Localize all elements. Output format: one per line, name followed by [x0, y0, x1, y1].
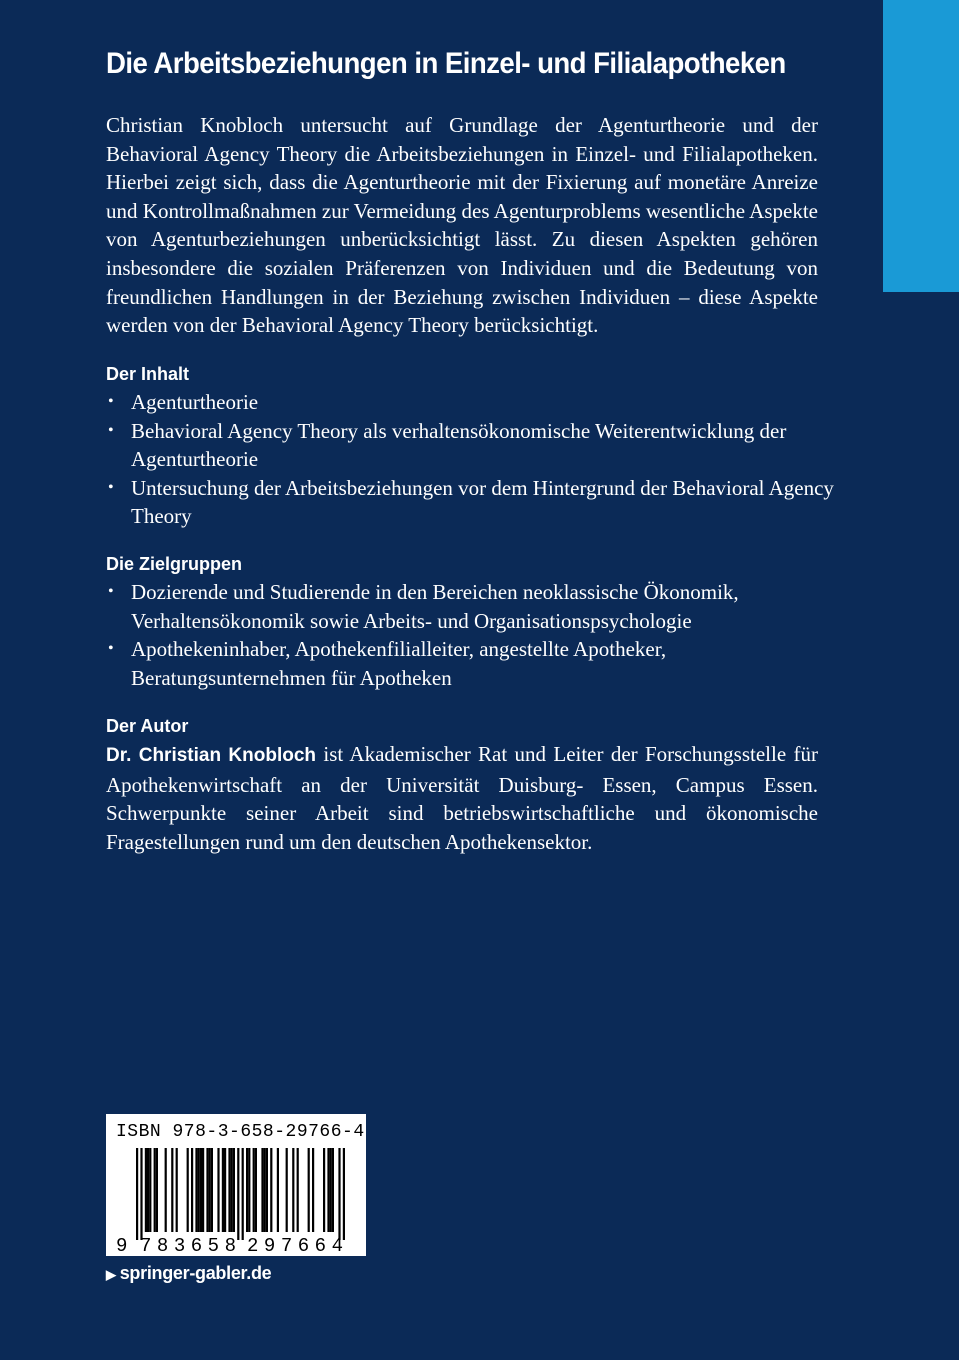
isbn-label: ISBN 978-3-658-29766-4 [116, 1122, 365, 1142]
barcode-bar [292, 1148, 294, 1232]
barcode-bar [248, 1148, 250, 1232]
section-zielgruppen [106, 550, 846, 692]
inhalt-list [106, 388, 846, 531]
barcode-bar [338, 1148, 340, 1240]
barcode-bar [187, 1148, 189, 1232]
list-item [106, 388, 846, 417]
barcode-right-digits: 297664 [247, 1235, 343, 1256]
barcode-bar [297, 1148, 299, 1232]
barcode-bar [191, 1148, 193, 1232]
barcode-bar [206, 1148, 208, 1232]
barcode-bar [308, 1148, 310, 1232]
list-item-text: Behavioral Agency Theory als verhaltensökonomische Weiterentwicklung der Agenturtheorie [131, 418, 787, 472]
barcode-bar [228, 1148, 230, 1232]
barcode-bar [136, 1148, 138, 1240]
barcode-bar [202, 1148, 204, 1232]
bullet-icon: • [108, 393, 114, 410]
triangle-right-icon: ▶ [106, 1267, 116, 1282]
barcode-bar [312, 1148, 314, 1232]
publisher-url: springer-gabler.de [119, 1263, 272, 1283]
list-item-text: Untersuchung der Arbeitsbeziehungen vor dem Hintergrund der Behavioral Agency Theory [131, 475, 834, 529]
author-name: Dr. Christian Knobloch [106, 745, 317, 766]
barcode-bar [233, 1148, 235, 1232]
barcode-bars [136, 1148, 345, 1240]
barcode-bar [145, 1148, 147, 1232]
section-heading-inhalt: Der Inhalt [106, 364, 190, 384]
barcode-bar [171, 1148, 173, 1232]
barcode-bar [156, 1148, 158, 1232]
bullet-icon: • [108, 583, 114, 600]
barcode-bar [154, 1148, 156, 1232]
author-bio-text: ist Akademischer Rat und Leiter der Forschungsstelle für Apothekenwirtschaft an der Universität Duisburg- Essen, Campus Essen. Schwerpunkte seiner Arbeit sind betriebswirtschaftliche und ökonomische Fragestellungen rund um den deutschen Apothekensektor. [106, 742, 818, 854]
barcode-bar [140, 1148, 142, 1240]
barcode-bar [217, 1148, 219, 1232]
barcode-bar [209, 1148, 211, 1232]
list-item [106, 417, 846, 474]
section-autor [106, 712, 818, 856]
barcode-bar [231, 1148, 233, 1232]
barcode-bar [330, 1148, 332, 1232]
section-heading-zielgruppen: Die Zielgruppen [106, 554, 243, 574]
barcode-bar [253, 1148, 255, 1232]
barcode-first-digit: 9 [116, 1235, 128, 1256]
section-inhalt [106, 360, 846, 531]
barcode-bar [165, 1148, 167, 1232]
barcode-bar [266, 1148, 268, 1232]
barcode-left-digits: 783658 [140, 1235, 236, 1256]
barcode-bar [264, 1148, 266, 1232]
barcode-bar [149, 1148, 151, 1232]
book-title: Die Arbeitsbeziehungen in Einzel- und Filialapotheken [106, 47, 786, 80]
barcode-bar [198, 1148, 200, 1232]
list-item [106, 578, 846, 635]
barcode-bar [286, 1148, 288, 1232]
barcode-bar [261, 1148, 263, 1232]
barcode-bar [343, 1148, 345, 1240]
author-bio [106, 740, 818, 856]
accent-bar [883, 0, 959, 292]
barcode-bar [327, 1148, 329, 1232]
isbn-barcode [106, 1114, 366, 1256]
section-heading-autor: Der Autor [106, 716, 189, 736]
barcode-bar [323, 1148, 325, 1232]
barcode-bar [176, 1148, 178, 1232]
barcode-bar [242, 1148, 244, 1240]
barcode-bar [277, 1148, 279, 1232]
barcode-bar [224, 1148, 226, 1232]
barcode-bar [222, 1148, 224, 1232]
barcode-bar [211, 1148, 213, 1232]
list-item [106, 635, 846, 692]
intro-paragraph: Christian Knobloch untersucht auf Grundlage der Agenturtheorie und der Behavioral Agency Theory die Arbeitsbeziehungen in Einzel- und Filialapotheken. Hierbei zeigt sich, dass die Agenturtheorie mit der Fixierung auf monetäre Anreize und Kontrollmaßnahmen zur Vermeidung des Agenturproblems wesentliche Aspekte von Agenturbeziehungen unberücksichtigt lässt. Zu diesen Aspekten gehören insbesondere die sozialen Präferenzen von Individuen und die Bedeutung von freundlichen Handlungen in der Beziehung zwischen Individuen – diese Aspekte werden von der Behavioral Agency Theory berücksichtigt. [106, 113, 818, 338]
barcode-bar [147, 1148, 149, 1232]
barcode-bar [195, 1148, 197, 1232]
barcode-bar [200, 1148, 202, 1232]
list-item-text: Agenturtheorie [131, 390, 259, 414]
publisher-link[interactable] [106, 1263, 271, 1284]
bullet-icon: • [108, 640, 114, 658]
barcode-bar [270, 1148, 272, 1232]
bullet-icon: • [108, 421, 114, 439]
bullet-icon: • [108, 478, 114, 496]
zielgruppen-list [106, 578, 846, 692]
list-item [106, 474, 846, 531]
list-item-text: Dozierende und Studierende in den Bereichen neoklassische Ökonomik, Verhaltensökonomik sowie Arbeits- und Organisationspsychologie [131, 580, 739, 633]
barcode-bar [237, 1148, 239, 1240]
list-item-text: Apothekeninhaber, Apothekenfilialleiter, angestellte Apotheker, Beratungsunternehmen für Apotheken [131, 637, 667, 690]
barcode-bar [246, 1148, 248, 1232]
barcode-bar [332, 1148, 334, 1232]
barcode-bar [255, 1148, 257, 1232]
